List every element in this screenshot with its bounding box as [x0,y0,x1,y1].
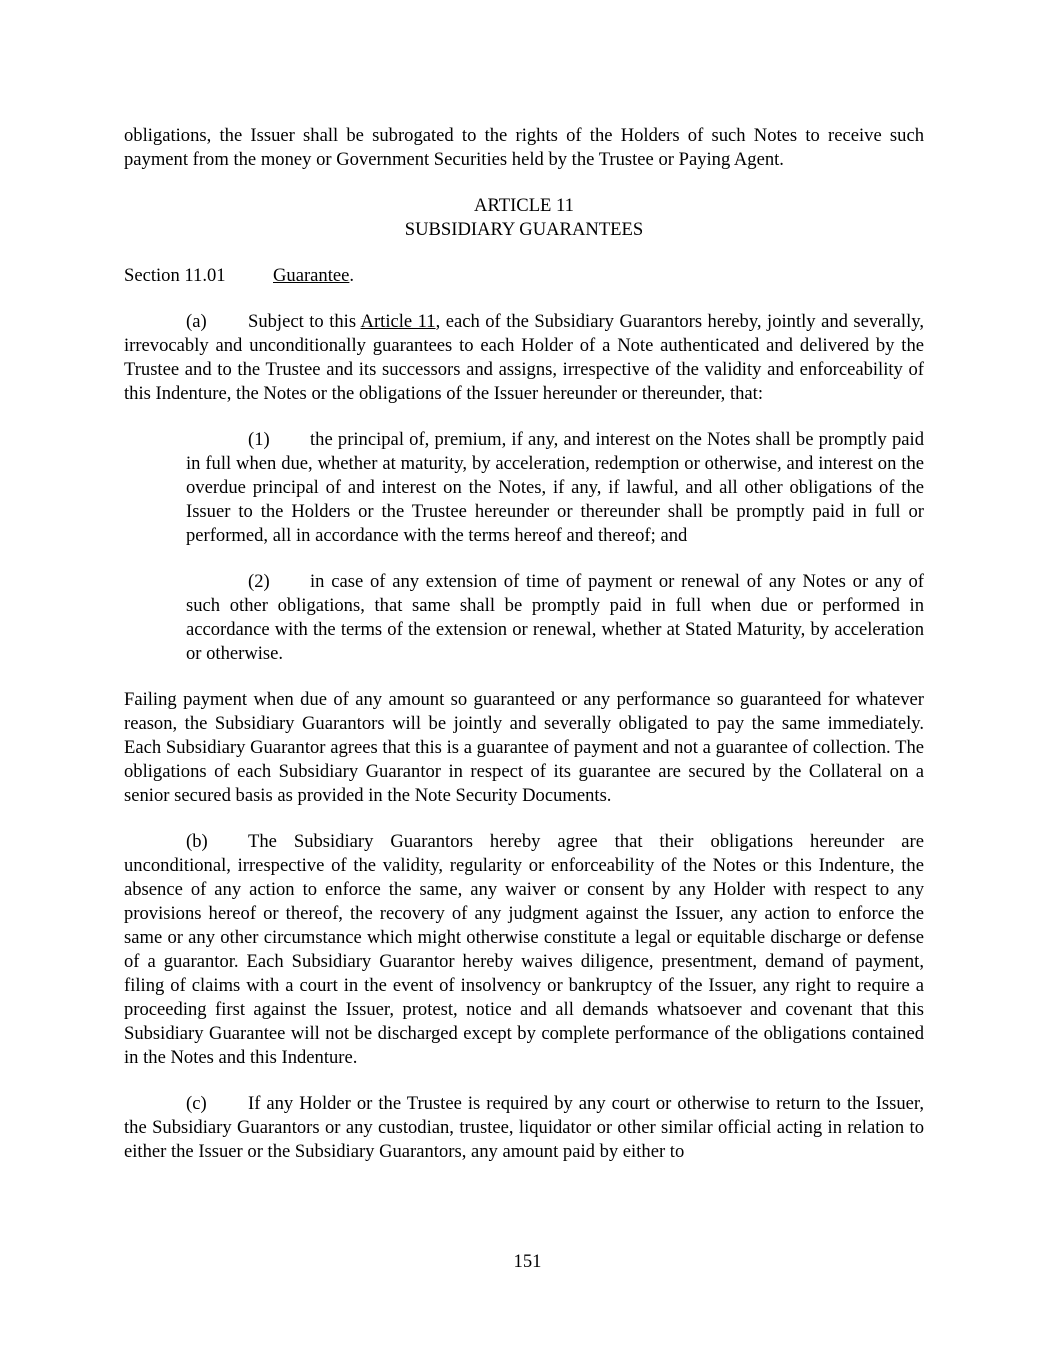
page-number: 151 [513,1251,542,1272]
article-number: ARTICLE 11 [474,195,574,216]
paragraph-c-text: If any Holder or the Trustee is required by any court or otherwise to return to the Issuer, the Subsidiary Guarantors or any custodian, trustee, liquidator or other similar official acting in relation to either the Issuer or the Subsidiary Guarantors, any amount paid by either to [124,1093,924,1162]
article-11-link[interactable]: Article 11 [360,311,436,332]
paragraph-b-text: The Subsidiary Guarantors hereby agree that their obligations hereunder are unconditional, irrespective of the validity, regularity or enforceability of the Notes or this Indenture, the absence of any action to enforce the same, any waiver or consent by any Holder with respect to any provisions hereof or thereof, the recovery of any judgment against the Issuer, any action to enforce the same or any other circumstance which might otherwise constitute a legal or equitable discharge or defense of a guarantor. Each Subsidiary Guarantor hereby waives diligence, presentment, demand of payment, filing of claims with a court in the event of insolvency or bankruptcy of the Issuer, any right to require a proceeding first against the Issuer, protest, notice and all demands whatsoever and covenant that this Subsidiary Guarantee will not be discharged except by complete performance of the obligations contained in the Notes and this Indenture. [124,831,924,1068]
paragraph-c [124,1092,924,1164]
paragraph-a-label: (a) [186,311,207,332]
section-number: Section 11.01 [124,265,226,286]
failing-payment-paragraph: Failing payment when due of any amount so guaranteed or any performance so guaranteed for whatever reason, the Subsidiary Guarantors will be jointly and severally obligated to pay the same immediately. Each Subsidiary Guarantor agrees that this is a guarantee of payment and not a guarantee of collection. The obligations of each Subsidiary Guarantor in respect of its guarantee are secured by the Collateral on a senior secured basis as provided in the Note Security Documents. [124,689,924,806]
section-title-period: . [349,265,355,286]
paragraph-b-label: (b) [186,831,208,852]
paragraph-a-text: , each of the Subsidiary Guarantors hereby, jointly and severally, irrevocably and unconditionally guarantees to each Holder of a Note authenticated and delivered by the Trustee and to the Trustee and its successors and assigns, irrespective of the validity and enforceability of this Indenture, the Notes or the obligations of the Issuer hereunder or thereunder, that: [124,311,924,404]
article-heading [124,194,924,242]
item-1-label: (1) [248,429,270,450]
paragraph-a-pre: Subject to this [248,311,361,332]
article-title: SUBSIDIARY GUARANTEES [404,219,644,240]
item-1-text: the principal of, premium, if any, and interest on the Notes shall be promptly paid in full when due, whether at maturity, by acceleration, redemption or otherwise, and interest on the overdue principal of and interest on the Notes, if any, if lawful, and all other obligations of the Issuer to the Holders or the Trustee hereunder or thereunder shall be promptly paid in full or performed, all in accordance with the terms hereof and thereof; and [186,429,924,546]
item-1 [186,428,924,548]
paragraph-c-label: (c) [186,1093,207,1114]
continuation-paragraph: obligations, the Issuer shall be subrogated to the rights of the Holders of such Notes to receive such payment from the money or Government Securities held by the Trustee or Paying Agent. [124,125,924,170]
section-title: Guarantee [273,265,350,286]
paragraph-b [124,830,924,1070]
item-2-label: (2) [248,571,270,592]
item-2-text: in case of any extension of time of payment or renewal of any Notes or any of such other obligations, that same shall be promptly paid in full when due or performed in accordance with the terms of the extension or renewal, whether at Stated Maturity, by acceleration or otherwise. [186,571,924,664]
document-page [124,124,924,1164]
item-2 [186,570,924,666]
section-heading [124,264,924,288]
guarantee-items [186,428,924,666]
paragraph-a [124,310,924,406]
